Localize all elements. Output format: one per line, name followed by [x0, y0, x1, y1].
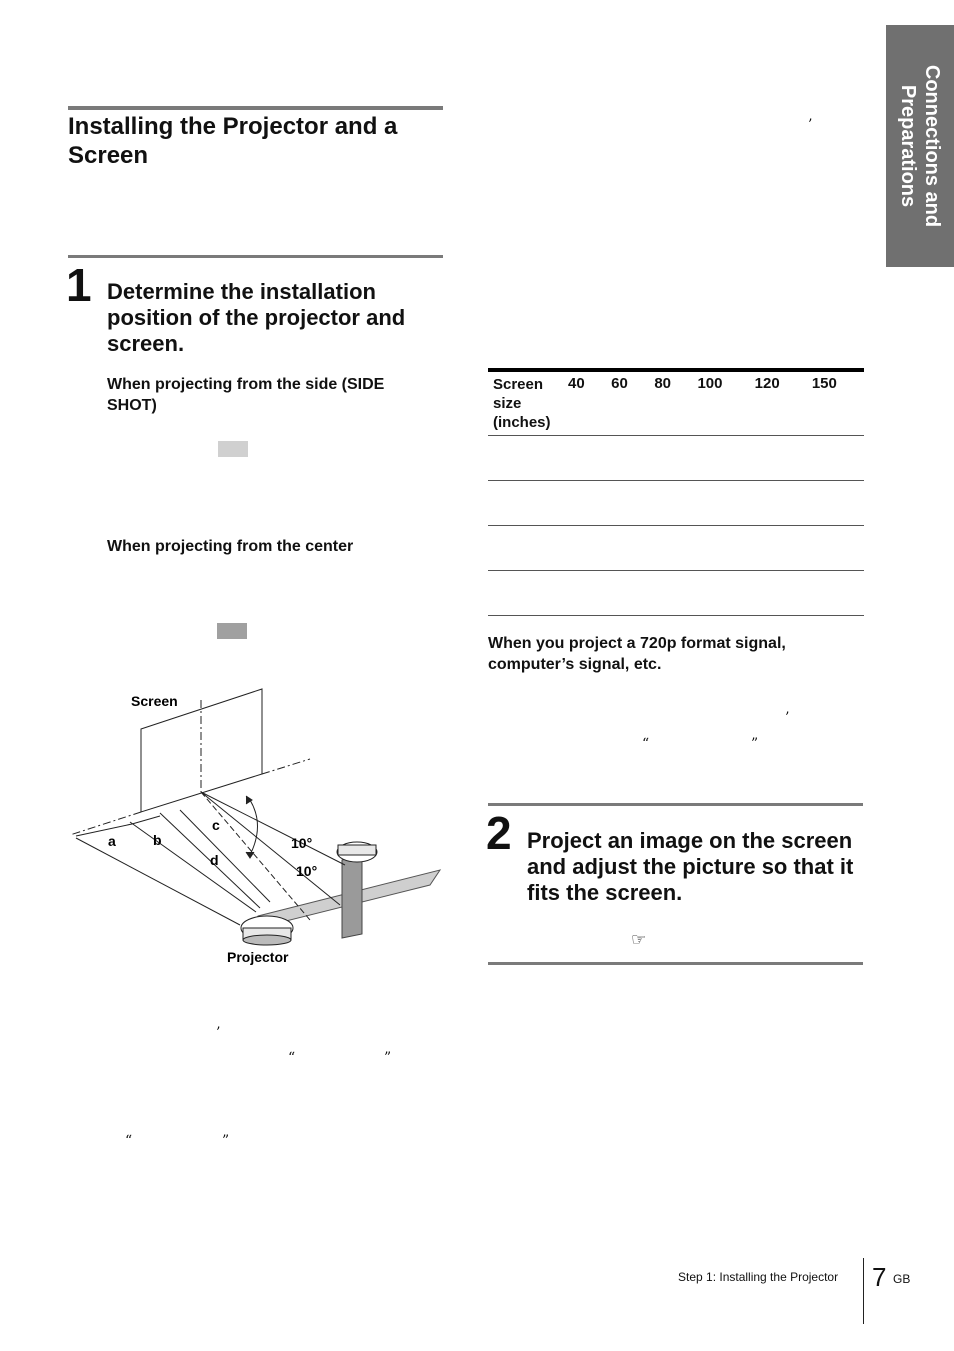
running-title: Step 1: Installing the Projector — [678, 1270, 839, 1284]
side-shot-swatch — [218, 441, 248, 457]
screen-size-table — [488, 368, 864, 616]
side-shot-heading: When projecting from the side (SIDE SHOT) — [107, 376, 385, 414]
step2-number: 2 — [486, 807, 512, 859]
step1-number: 1 — [66, 259, 92, 311]
step2-bottom-rule — [488, 962, 863, 965]
step2-heading: Project an image on the screen and adjust the picture so that it fits the screen. — [527, 828, 854, 905]
table-header-size: 40 — [568, 375, 585, 392]
diagram-label-a: a — [108, 833, 116, 849]
open-quote-mark-2: “ — [125, 1133, 133, 1149]
page-suffix: GB — [893, 1272, 911, 1286]
center-swatch — [217, 623, 247, 639]
section-title-rule — [68, 106, 443, 110]
side-tab-line2: Preparations — [897, 84, 919, 208]
footer-divider — [863, 1258, 864, 1324]
diagram-angle-top: 10° — [291, 835, 313, 851]
table-header-size: 80 — [654, 375, 671, 392]
apostrophe-mark-right: ’ — [785, 710, 790, 726]
step1-rule — [68, 255, 443, 258]
chapter-side-tab — [886, 25, 954, 267]
table-row — [488, 526, 864, 571]
table-header-size: 120 — [754, 375, 780, 392]
close-quote-mark-2: ” — [222, 1133, 230, 1149]
table-header-label: Screen size (inches) — [493, 376, 551, 431]
step1-heading: Determine the installation position of the projector and screen. — [107, 279, 406, 356]
close-quote-mark: ” — [384, 1050, 392, 1066]
table-header-size: 100 — [697, 375, 723, 392]
page-number: 7 — [872, 1262, 887, 1292]
center-heading: When projecting from the center — [107, 538, 354, 555]
diagram-angle-bottom: 10° — [296, 863, 318, 879]
reference-hand-icon: ☞ — [631, 930, 647, 950]
table-row — [488, 436, 864, 481]
installation-diagram — [60, 680, 450, 980]
signal-heading: When you project a 720p format signal, computer’s signal, etc. — [488, 635, 786, 673]
side-projector-shape — [337, 842, 377, 862]
side-tab-line1: Connections and — [921, 64, 943, 228]
diagram-label-d: d — [210, 852, 219, 868]
diagram-label-b: b — [153, 832, 162, 848]
diagram-screen-label: Screen — [131, 693, 178, 709]
table-row — [488, 571, 864, 616]
close-quote-mark-right: ” — [751, 736, 759, 752]
open-quote-mark-right: “ — [642, 736, 650, 752]
table-row — [488, 481, 864, 526]
open-quote-mark: “ — [288, 1050, 296, 1066]
diagram-projector-label: Projector — [227, 949, 289, 965]
diagram-label-c: c — [212, 817, 220, 833]
chapter-side-tab-label — [896, 65, 944, 227]
table-header-row — [488, 370, 864, 436]
step2-rule — [488, 803, 863, 806]
table-header-size: 150 — [811, 375, 837, 392]
apostrophe-mark: ’ — [216, 1025, 221, 1041]
apostrophe-mark-top: ’ — [808, 117, 813, 133]
center-plane — [342, 856, 362, 938]
section-title: Installing the Projector and a Screen — [68, 113, 398, 169]
table-header-size: 60 — [611, 375, 628, 392]
projector-shape — [241, 916, 293, 945]
